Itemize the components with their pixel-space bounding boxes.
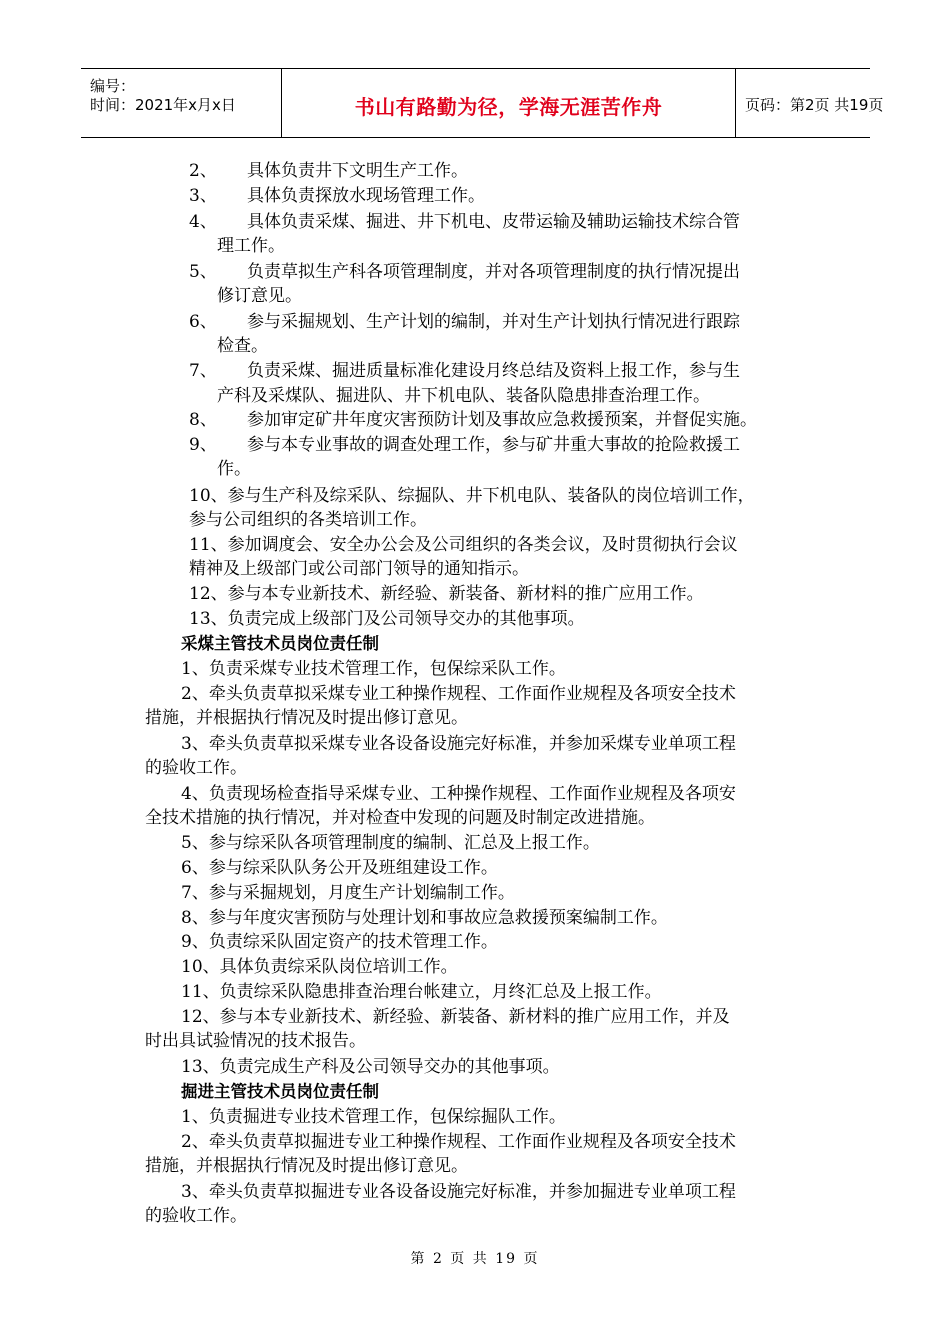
duty-item-9-cont: 作。 bbox=[217, 459, 251, 479]
item-number: 8、 bbox=[189, 410, 217, 430]
caimei-item-4-cont: 全技术措施的执行情况，并对检查中发现的问题及时制定改进措施。 bbox=[145, 808, 655, 828]
header-slogan-cell bbox=[282, 69, 736, 137]
item-text: 参与采掘规划、生产计划的编制，并对生产计划执行情况进行跟踪 bbox=[247, 312, 740, 332]
page-footer: 第 2 页 共 19 页 bbox=[410, 1251, 540, 1267]
duty-item-9 bbox=[189, 433, 740, 457]
caimei-item-7: 7、参与采掘规划，月度生产计划编制工作。 bbox=[181, 883, 515, 903]
item-number: 5、 bbox=[189, 262, 217, 282]
duty-item-13: 13、负责完成上级部门及公司领导交办的其他事项。 bbox=[189, 609, 585, 629]
duty-item-10-cont: 参与公司组织的各类培训工作。 bbox=[189, 510, 427, 530]
duty-item-4-cont: 理工作。 bbox=[217, 236, 285, 256]
item-text: 参加审定矿井年度灾害预防计划及事故应急救援预案，并督促实施。 bbox=[247, 410, 757, 430]
duty-item-6-cont: 检查。 bbox=[217, 336, 268, 356]
item-number: 2、 bbox=[189, 161, 217, 181]
caimei-item-13: 13、负责完成生产科及公司领导交办的其他事项。 bbox=[181, 1057, 560, 1077]
header-page-info: 页码：第2页 共19页 bbox=[745, 96, 884, 114]
juejin-item-2: 2、牵头负责草拟掘进专业工种操作规程、工作面作业规程及各项安全技术 bbox=[181, 1132, 736, 1152]
caimei-item-3: 3、牵头负责草拟采煤专业各设备设施完好标准，并参加采煤专业单项工程 bbox=[181, 734, 736, 754]
caimei-item-3-cont: 的验收工作。 bbox=[145, 758, 247, 778]
item-text: 参与本专业事故的调查处理工作，参与矿井重大事故的抢险救援工 bbox=[247, 435, 740, 455]
caimei-item-8: 8、参与年度灾害预防与处理计划和事故应急救援预案编制工作。 bbox=[181, 908, 668, 928]
item-number: 3、 bbox=[189, 186, 217, 206]
juejin-item-3: 3、牵头负责草拟掘进专业各设备设施完好标准，并参加掘进专业单项工程 bbox=[181, 1182, 736, 1202]
duty-item-7-cont: 产科及采煤队、掘进队、井下机电队、装备队隐患排查治理工作。 bbox=[217, 386, 710, 406]
caimei-item-10: 10、具体负责综采队岗位培训工作。 bbox=[181, 957, 458, 977]
item-number: 7、 bbox=[189, 361, 217, 381]
document-number-label: 编号： bbox=[90, 77, 136, 95]
duty-item-6 bbox=[189, 310, 740, 334]
item-text: 负责采煤、掘进质量标准化建设月终总结及资料上报工作，参与生 bbox=[247, 361, 740, 381]
duty-item-10: 10、参与生产科及综采队、综掘队、井下机电队、装备队的岗位培训工作， bbox=[189, 486, 755, 506]
caimei-item-12: 12、参与本专业新技术、新经验、新装备、新材料的推广应用工作，并及 bbox=[181, 1007, 730, 1027]
duty-item-12: 12、参与本专业新技术、新经验、新装备、新材料的推广应用工作。 bbox=[189, 584, 704, 604]
duty-item-2 bbox=[189, 159, 468, 183]
caimei-item-1: 1、负责采煤专业技术管理工作，包保综采队工作。 bbox=[181, 659, 566, 679]
duty-item-5 bbox=[189, 260, 740, 284]
item-text: 具体负责采煤、掘进、井下机电、皮带运输及辅助运输技术综合管 bbox=[247, 212, 740, 232]
item-text: 具体负责井下文明生产工作。 bbox=[247, 161, 468, 181]
juejin-item-3-cont: 的验收工作。 bbox=[145, 1206, 247, 1226]
item-text: 负责草拟生产科各项管理制度，并对各项管理制度的执行情况提出 bbox=[247, 262, 740, 282]
header-slogan: 书山有路勤为径，学海无涯苦作舟 bbox=[354, 95, 663, 119]
caimei-item-5: 5、参与综采队各项管理制度的编制、汇总及上报工作。 bbox=[181, 833, 600, 853]
caimei-item-6: 6、参与综采队队务公开及班组建设工作。 bbox=[181, 858, 498, 878]
duty-item-8 bbox=[189, 408, 757, 432]
duty-item-5-cont: 修订意见。 bbox=[217, 286, 302, 306]
caimei-item-2: 2、牵头负责草拟采煤专业工种操作规程、工作面作业规程及各项安全技术 bbox=[181, 684, 736, 704]
caimei-item-2-cont: 措施，并根据执行情况及时提出修订意见。 bbox=[145, 708, 468, 728]
item-number: 9、 bbox=[189, 435, 217, 455]
section-title-juejin: 掘进主管技术员岗位责任制 bbox=[181, 1082, 379, 1101]
section-title-caimei: 采煤主管技术员岗位责任制 bbox=[181, 634, 379, 653]
caimei-item-11: 11、负责综采队隐患排查治理台帐建立，月终汇总及上报工作。 bbox=[181, 982, 662, 1002]
juejin-item-1: 1、负责掘进专业技术管理工作，包保综掘队工作。 bbox=[181, 1107, 566, 1127]
duty-item-11-cont: 精神及上级部门或公司部门领导的通知指示。 bbox=[189, 559, 529, 579]
document-date: 时间：2021年x月x日 bbox=[90, 96, 236, 114]
juejin-item-2-cont: 措施，并根据执行情况及时提出修订意见。 bbox=[145, 1156, 468, 1176]
caimei-item-12-cont: 时出具试验情况的技术报告。 bbox=[145, 1031, 366, 1051]
caimei-item-9: 9、负责综采队固定资产的技术管理工作。 bbox=[181, 932, 498, 952]
header-meta-cell bbox=[81, 69, 282, 137]
header-page-cell bbox=[736, 69, 884, 137]
item-number: 6、 bbox=[189, 312, 217, 332]
caimei-item-4: 4、负责现场检查指导采煤专业、工种操作规程、工作面作业规程及各项安 bbox=[181, 784, 736, 804]
page-header bbox=[81, 68, 884, 138]
duty-item-11: 11、参加调度会、安全办公会及公司组织的各类会议，及时贯彻执行会议 bbox=[189, 535, 738, 555]
duty-item-3 bbox=[189, 184, 485, 208]
item-text: 具体负责探放水现场管理工作。 bbox=[247, 186, 485, 206]
item-number: 4、 bbox=[189, 212, 217, 232]
duty-item-7 bbox=[189, 359, 740, 383]
duty-item-4 bbox=[189, 210, 740, 234]
